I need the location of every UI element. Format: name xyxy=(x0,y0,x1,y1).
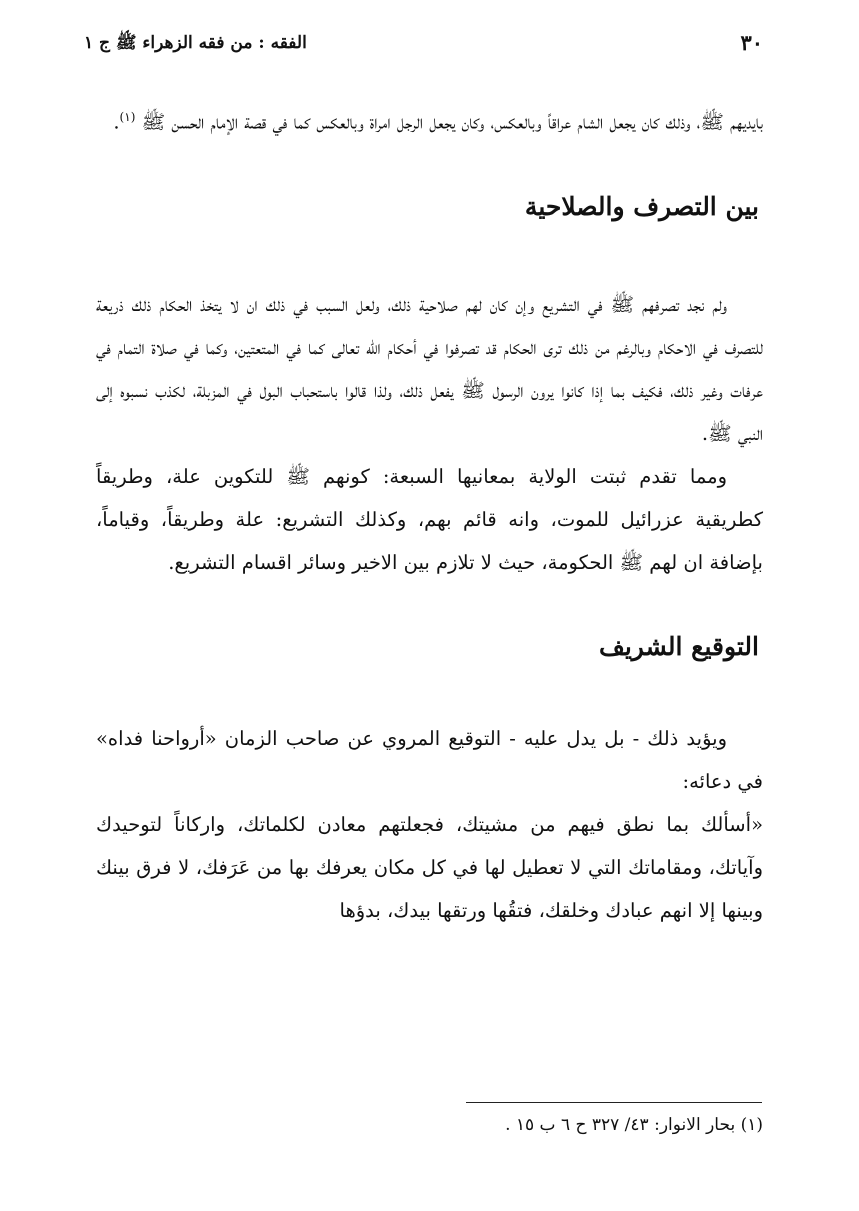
paragraph-5: «أسألك بما نطق فيهم من مشيتك، فجعلتهم معادن لكلماتك، واركاناً لتوحيدك وآياتك، ومقاماتك التي لا تعطيل لها في كل مكان يعرفك بها من عَرَفك، لا فرق بينك وبينها إلا انهم عبادك وخلقك، فتقُها ورتقها بيدك، بدؤها xyxy=(96,812,763,922)
footnote-ref[interactable]: (١) xyxy=(119,110,136,124)
paragraph-4: ويؤيد ذلك - بل يدل عليه - التوقيع المروي عن صاحب الزمان «أرواحنا فداه» في دعائه: xyxy=(96,726,763,793)
paragraph-3: ومما تقدم ثبتت الولاية بمعانيها السبعة: كونهم ﷺ للتكوين علة، وطريقاً كطريقية عزرائيل للموت، وانه قائم بهم، وكذلك التشريع: علة وطريقاً، وقياماً، بإضافة ان لهم ﷺ الحكومة، حيث لا تلازم بين الاخير وسائر اقسام التشريع. xyxy=(96,464,763,574)
page-number: ٣٠ xyxy=(740,30,763,55)
page-body xyxy=(96,96,763,932)
section-heading-1: بين التصرف والصلاحية xyxy=(524,191,759,221)
footnote-divider xyxy=(466,1102,762,1103)
paragraph-2: ولم نجد تصرفهم ﷺ في التشريع وإن كان لهم صلاحية ذلك، ولعل السبب في ذلك ان لا يتخذ الحكام ذلك ذريعة للتصرف في الاحكام وبالرغم من ذلك ترى الحكام قد تصرفوا في أحكام اللّه تعالى كما في المتعتين، وكما في صلاة التمام في عرفات وغير ذلك، فكيف بما إذا كانوا يرون الرسول ﷺ يفعل ذلك، ولذا قالوا باستحباب البول في المزبلة، لكذب نسبوه إلى النبي ﷺ. xyxy=(96,292,763,445)
section-heading-2: التوقيع الشريف xyxy=(598,631,759,661)
paragraph-1-end: . xyxy=(113,110,120,134)
page-header xyxy=(84,30,763,64)
footnote: (١) بحار الانوار: ٤٣/ ٣٢٧ ح ٦ ب ١٥ . xyxy=(505,1115,763,1135)
running-title: الفقه : من فقه الزهراء ﷺ ج ١ xyxy=(84,33,307,53)
paragraph-1 xyxy=(96,96,763,144)
paragraph-1-text: بايديهم ﷺ، وذلك كان يجعل الشام عراقاً وبالعكس، وكان يجعل الرجل امراة وبالعكس كما في قصة الإمام الحسن ﷺ xyxy=(141,110,763,134)
